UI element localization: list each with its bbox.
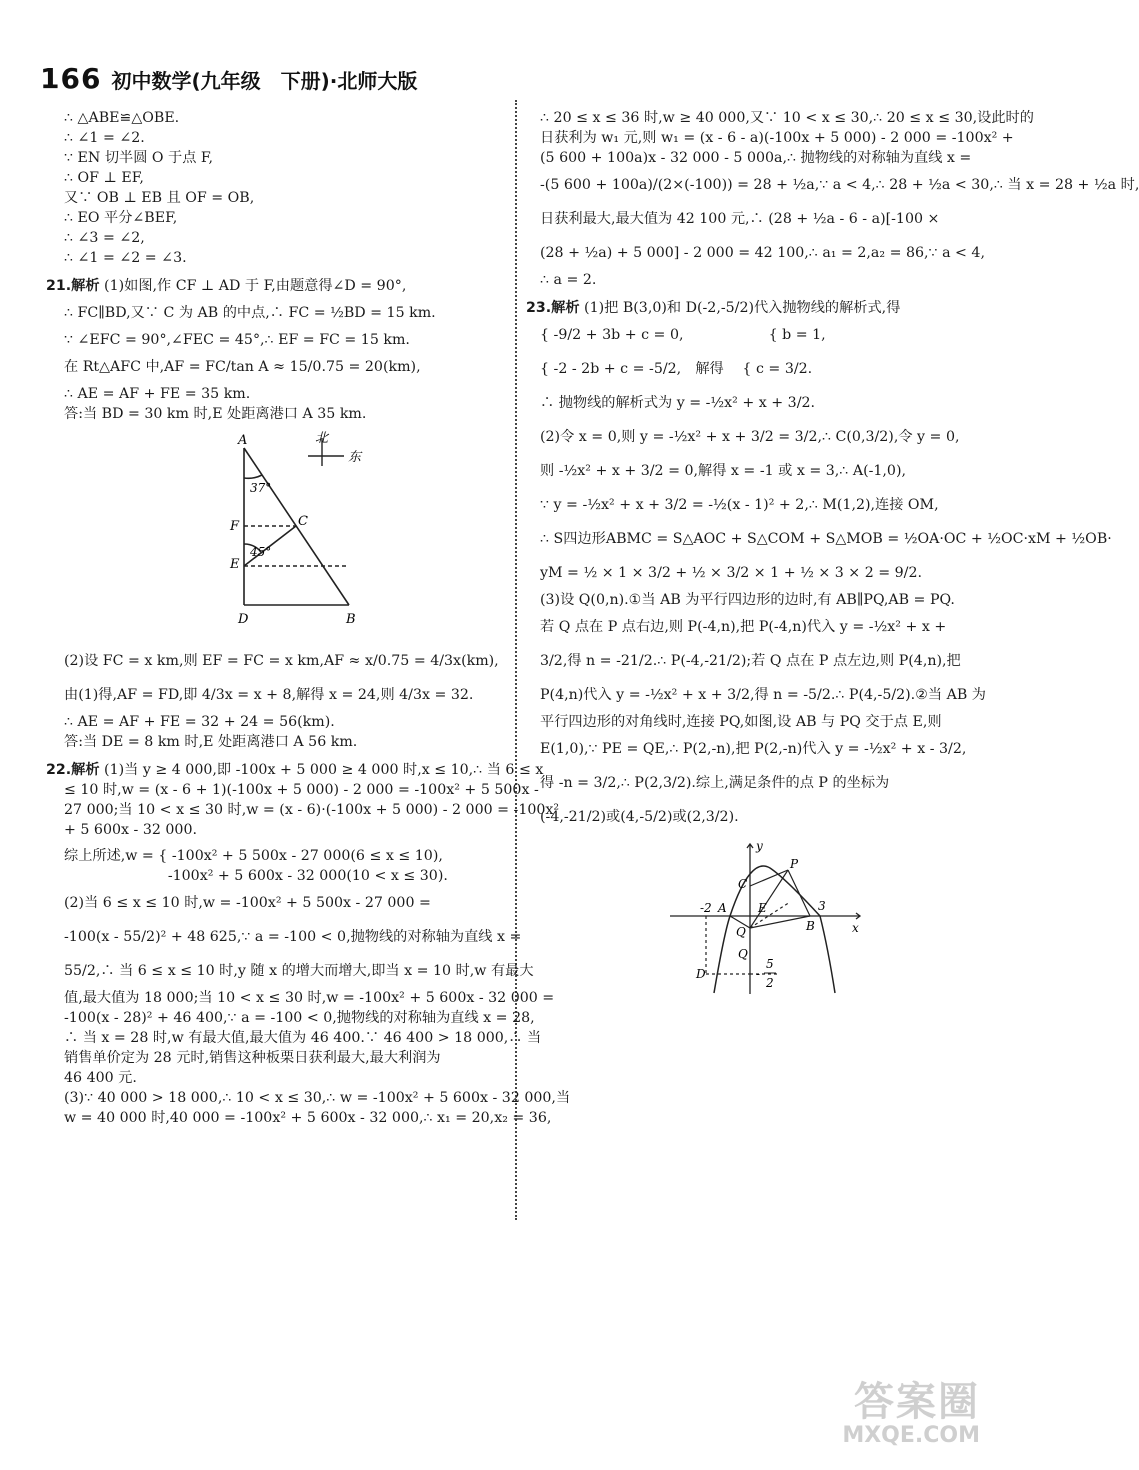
point-f-label: F [230, 519, 240, 534]
solution-line: 在 Rt△AFC 中,AF = FC/tan A ≈ 15/0.75 = 20(km), [64, 359, 421, 375]
point-q-label-2: Q [738, 947, 748, 961]
solution-line: ∴ 抛物线的解析式为 y = -½x² + x + 3/2. [540, 395, 816, 411]
x-axis-label: x [852, 921, 859, 935]
point-a-label: A [238, 433, 248, 448]
solution-line: (2)令 x = 0,则 y = -½x² + x + 3/2 = 3/2,∴ C(0,3/2),令 y = 0, [540, 429, 960, 445]
solution-line: 则 -½x² + x + 3/2 = 0,解得 x = -1 或 x = 3,∴ A(-1,0), [540, 463, 907, 479]
solution-line: 若 Q 点在 P 点右边,则 P(-4,n),把 P(-4,n)代入 y = -½x² + x + [540, 619, 947, 635]
question-number: 23. [526, 300, 552, 316]
solution-line: 46 400 元. [64, 1070, 137, 1086]
answer-line: 答:当 DE = 8 km 时,E 处距离港口 A 56 km. [64, 734, 358, 750]
three-label: 3 [818, 899, 826, 913]
solution-line: 3/2,得 n = -21/2.∴ P(-4,-21/2);若 Q 点在 P 点左边,则 P(4,n),把 [540, 653, 961, 669]
solution-line: ∴ S四边形ABMC = S△AOC + S△COM + S△MOB = ½OA·OC + ½OC·xM + ½OB· [540, 531, 1112, 547]
question-number: 22. [46, 762, 72, 778]
solution-line: (2)设 FC = x km,则 EF = FC = x km,AF ≈ x/0.75 = 4/3x(km), [64, 653, 499, 669]
triangle-figure [214, 430, 534, 640]
north-label: 北 [315, 431, 329, 446]
proof-line: 又∵ OB ⊥ EB 且 OF = OB, [64, 190, 255, 206]
question-21-head [46, 276, 504, 296]
solution-line: 值,最大值为 18 000;当 10 < x ≤ 30 时,w = -100x² + 5 600x - 32 000 = [64, 990, 555, 1006]
solution-line: ≤ 10 时,w = (x - 6 + 1)(-100x + 5 000) - 2 000 = -100x² + 5 500x - [64, 782, 539, 798]
solution-line: (5 600 + 100a)x - 32 000 - 5 000a,∴ 抛物线的对称轴为直线 x = [540, 150, 972, 166]
solution-line: ∵ y = -½x² + x + 3/2 = -½(x - 1)² + 2,∴ M(1,2),连接 OM, [540, 497, 939, 513]
fraction-denominator: 2 [766, 976, 774, 990]
solution-line: ∴ a = 2. [540, 272, 597, 288]
solution-line: + 5 600x - 32 000. [64, 822, 197, 838]
solution-line: (1)当 y ≥ 4 000,即 -100x + 5 000 ≥ 4 000 时,x ≤ 10,∴ 当 6 ≤ x [104, 762, 544, 778]
solution-line: -(5 600 + 100a)/(2×(-100)) = 28 + ½a,∵ a < 4,∴ 28 + ½a < 30,∴ 当 x = 28 + ½a 时, [540, 177, 1139, 193]
angle-45-label: 45° [250, 545, 272, 559]
point-a-label: A [718, 901, 727, 915]
solution-line: (3)设 Q(0,n).①当 AB 为平行四边形的边时,有 AB∥PQ,AB = PQ. [540, 592, 955, 608]
parabola-figure [670, 838, 900, 998]
angle-37-label: 37° [250, 481, 272, 495]
east-label: 东 [348, 450, 362, 465]
solution-line: ∴ 当 x = 28 时,w 有最大值,最大值为 46 400.∵ 46 400 > 18 000,∴ 当 [64, 1030, 542, 1046]
solution-line: E(1,0),∵ PE = QE,∴ P(2,-n),把 P(2,-n)代入 y = -½x² + x - 3/2, [540, 741, 967, 757]
point-q-label: Q [736, 925, 746, 939]
triangle-lines [244, 448, 349, 605]
point-c-label: C [738, 877, 748, 891]
point-b-label: B [346, 612, 356, 627]
proof-line: ∵ EN 切半圆 O 于点 F, [64, 150, 214, 166]
solution-line: yM = ½ × 1 × 3/2 + ½ × 3/2 × 1 + ½ × 3 × 2 = 9/2. [540, 565, 922, 581]
solution-line: 由(1)得,AF = FD,即 4/3x = x + 8,解得 x = 24,则 4/3x = 32. [64, 687, 474, 703]
solution-line: 日获利最大,最大值为 42 100 元,∴ (28 + ½a - 6 - a)[-100 × [540, 211, 940, 227]
solution-line: (2)当 6 ≤ x ≤ 10 时,w = -100x² + 5 500x - 27 000 = [64, 895, 431, 911]
watermark-url: MXQE.COM [842, 1423, 980, 1448]
solution-line: 27 000;当 10 < x ≤ 30 时,w = (x - 6)·(-100x + 5 000) - 2 000 = -100x² [64, 802, 560, 818]
answer-line: 答:当 BD = 30 km 时,E 处距离港口 A 35 km. [64, 406, 367, 422]
proof-line: ∴ EO 平分∠BEF, [64, 210, 178, 226]
point-c-label: C [298, 514, 308, 529]
solution-line: 综上所述,w = { -100x² + 5 500x - 27 000(6 ≤ x ≤ 10), [64, 848, 443, 864]
solution-line: 平行四边形的对角线时,连接 PQ,如图,设 AB 与 PQ 交于点 E,则 [540, 714, 942, 730]
minus-two-label: -2 [700, 901, 712, 915]
point-b-label: B [806, 919, 815, 933]
solution-line: -100(x - 55/2)² + 48 625,∵ a = -100 < 0,抛物线的对称轴为直线 x = [64, 929, 522, 945]
solution-line: (1)把 B(3,0)和 D(-2,-5/2)代入抛物线的解析式,得 [584, 300, 901, 316]
analysis-tag: 解析 [71, 762, 100, 778]
solution-line: ∴ 20 ≤ x ≤ 36 时,w ≥ 40 000,又∵ 10 < x ≤ 30,∴ 20 ≤ x ≤ 30,设此时的 [540, 110, 1034, 126]
solution-line: ∴ AE = AF + FE = 32 + 24 = 56(km). [64, 714, 335, 730]
solution-line: (1)如图,作 CF ⊥ AD 于 F,由题意得∠D = 90°, [104, 278, 407, 294]
solution-line: (-4,-21/2)或(4,-5/2)或(2,3/2). [540, 809, 739, 825]
solution-line: ∴ AE = AF + FE = 35 km. [64, 386, 251, 402]
analysis-tag: 解析 [551, 300, 580, 316]
question-number: 21. [46, 278, 72, 294]
construction-lines [706, 870, 810, 974]
point-e-label: E [758, 901, 767, 915]
solution-line: (28 + ½a) + 5 000] - 2 000 = 42 100,∴ a₁ = 2,a₂ = 86,∵ a < 4, [540, 245, 985, 261]
question-23-head [526, 298, 972, 318]
solution-line: 销售单价定为 28 元时,销售这种板栗日获利最大,最大利润为 [64, 1050, 441, 1066]
page-header [40, 62, 960, 98]
proof-line: ∴ ∠1 = ∠2 = ∠3. [64, 250, 187, 266]
watermark-logo: 答案圈 [854, 1379, 980, 1425]
solution-line: -100(x - 28)² + 46 400,∵ a = -100 < 0,抛物线的对称轴为直线 x = 28, [64, 1010, 535, 1026]
equation-system-line: { -9/2 + 3b + c = 0, { b = 1, [540, 327, 826, 343]
solution-line: 得 -n = 3/2,∴ P(2,3/2).综上,满足条件的点 P 的坐标为 [540, 775, 890, 791]
point-d-label: D [696, 967, 706, 981]
analysis-tag: 解析 [71, 278, 100, 294]
fraction-numerator: 5 [766, 957, 774, 971]
solution-line: -100x² + 5 600x - 32 000(10 < x ≤ 30). [64, 868, 448, 884]
solution-line: ∵ ∠EFC = 90°,∠FEC = 45°,∴ EF = FC = 15 km. [64, 332, 410, 348]
proof-line: ∴ OF ⊥ EF, [64, 170, 144, 186]
solution-line: P(4,n)代入 y = -½x² + x + 3/2,得 n = -5/2.∴ P(4,-5/2).②当 AB 为 [540, 687, 986, 703]
y-axis-label: y [756, 839, 763, 853]
page-number: 166 [40, 62, 102, 95]
watermark [800, 1370, 980, 1460]
proof-line: ∴ ∠3 = ∠2, [64, 230, 145, 246]
column-divider [515, 100, 517, 1220]
book-title: 初中数学(九年级 下册)·北师大版 [111, 69, 418, 93]
solution-line: 55/2,∴ 当 6 ≤ x ≤ 10 时,y 随 x 的增大而增大,即当 x = 10 时,w 有最大 [64, 963, 534, 979]
question-22-head [46, 760, 544, 780]
solution-line: (3)∵ 40 000 > 18 000,∴ 10 < x ≤ 30,∴ w = -100x² + 5 600x - 32 000,当 [64, 1090, 571, 1106]
point-d-label: D [238, 612, 249, 627]
minus-sign: - [756, 967, 761, 981]
right-column [526, 108, 1139, 998]
proof-line: ∴ ∠1 = ∠2. [64, 130, 145, 146]
equation-system-line: { -2 - 2b + c = -5/2, 解得 { c = 3/2. [540, 361, 813, 377]
point-p-label: P [790, 857, 799, 871]
solution-line: w = 40 000 时,40 000 = -100x² + 5 600x - 32 000,∴ x₁ = 20,x₂ = 36, [64, 1110, 552, 1126]
solution-line: 日获利为 w₁ 元,则 w₁ = (x - 6 - a)(-100x + 5 000) - 2 000 = -100x² + [540, 130, 1014, 146]
point-e-label: E [230, 557, 240, 572]
proof-line: ∴ △ABE≌△OBE. [64, 110, 180, 126]
solution-line: ∴ FC∥BD,又∵ C 为 AB 的中点,∴ FC = ½BD = 15 km. [64, 305, 436, 321]
